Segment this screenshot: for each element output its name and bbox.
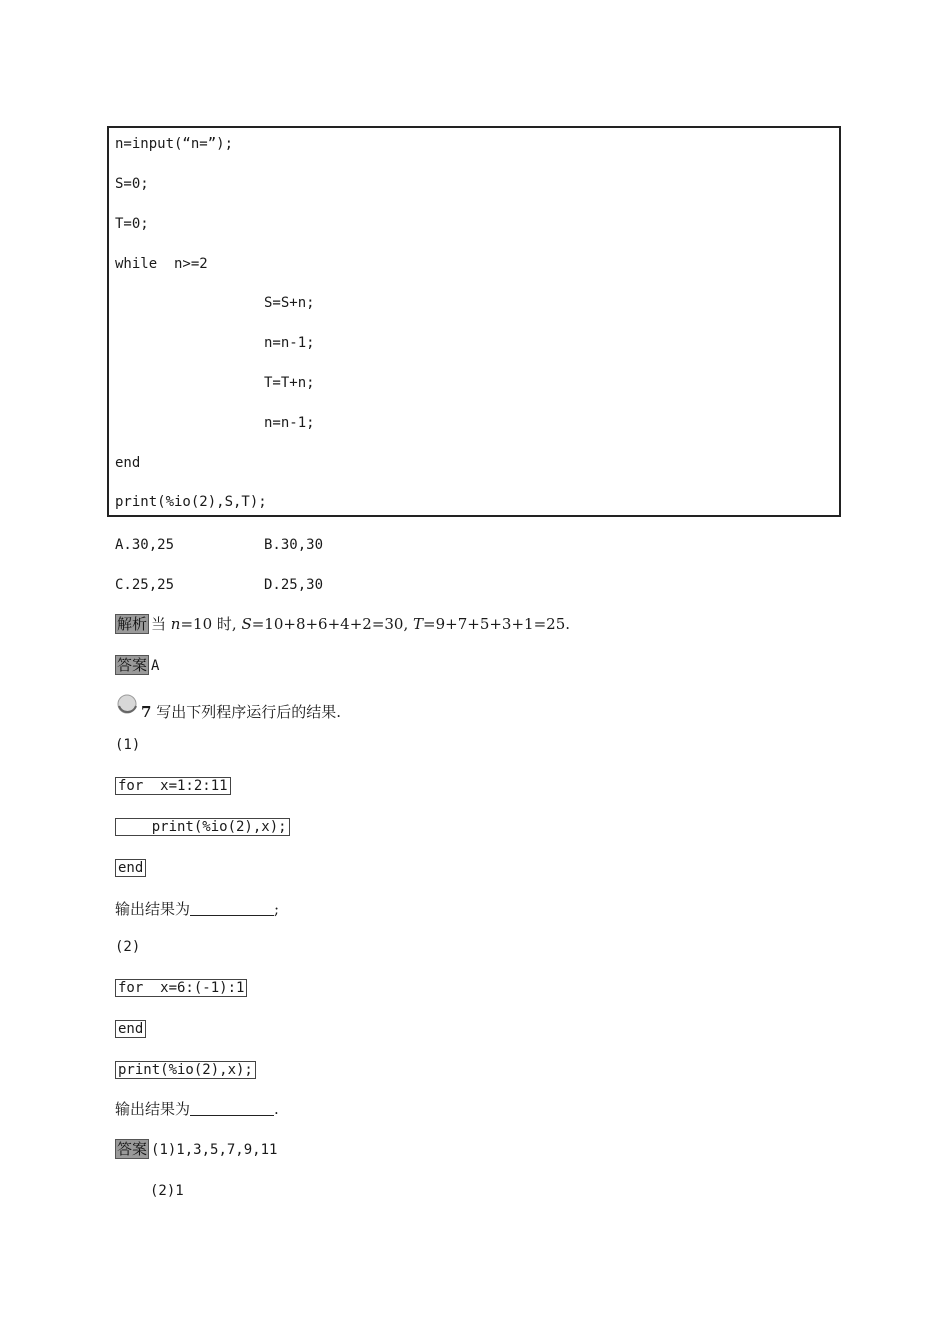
output-end: ; (274, 900, 280, 918)
part-2-output-line (115, 1099, 279, 1119)
part-2-code-line (115, 978, 247, 998)
answer-value: A (151, 658, 160, 674)
answer-tag: 答案 (117, 1140, 148, 1158)
question-marker-icon (116, 694, 138, 714)
part-1-label: (1) (115, 737, 141, 753)
code-segment: end (115, 859, 146, 877)
analysis-text: =9+7+5+3+1=25. (423, 615, 571, 633)
output-end: . (274, 1100, 279, 1118)
option-a: A.30,25 (115, 537, 175, 553)
analysis-text: =10+8+6+4+2=30, (251, 615, 414, 633)
analysis-var-n: n (170, 615, 181, 633)
part-1-code-line (115, 776, 231, 796)
answer-blank (190, 899, 274, 916)
code-line: n=n-1; (264, 335, 315, 351)
code-line: S=S+n; (264, 295, 315, 311)
option-d: D.25,30 (264, 577, 324, 593)
answer-value: (1)1,3,5,7,9,11 (151, 1142, 278, 1158)
answer-blank (190, 1099, 274, 1116)
code-segment: print(%io(2),x); (115, 818, 290, 836)
answer-line (115, 1139, 277, 1160)
part-1-code-line (115, 817, 290, 837)
code-line: n=input(“n=”); (115, 136, 234, 152)
part-1-output-line (115, 899, 279, 919)
code-line: S=0; (115, 176, 149, 192)
code-line: T=T+n; (264, 375, 315, 391)
code-segment: end (115, 1020, 146, 1038)
analysis-var-s: S (241, 615, 252, 633)
part-2-code-line (115, 1060, 256, 1080)
code-segment: print(%io(2),x); (115, 1061, 256, 1079)
answer-tag: 答案 (117, 656, 148, 674)
answer-value: (2)1 (150, 1183, 184, 1199)
option-c: C.25,25 (115, 577, 175, 593)
output-label: 输出结果为 (115, 1100, 191, 1118)
output-label: 输出结果为 (115, 900, 191, 918)
code-line: while n>=2 (115, 256, 208, 272)
code-line: end (115, 455, 141, 471)
analysis-var-t: T (413, 615, 424, 633)
analysis-text: 当 (151, 615, 171, 633)
code-line: print(%io(2),S,T); (115, 494, 267, 510)
code-line: T=0; (115, 216, 149, 232)
analysis-line (115, 614, 570, 634)
answer-line (115, 655, 159, 676)
code-segment: for x=1:2:11 (115, 777, 231, 795)
option-b: B.30,30 (264, 537, 324, 553)
part-1-code-line (115, 858, 146, 878)
question-prompt: 写出下列程序运行后的结果. (156, 703, 341, 721)
question-7-line (141, 702, 341, 722)
code-segment: for x=6:(-1):1 (115, 979, 247, 997)
analysis-tag: 解析 (117, 615, 148, 633)
question-number: 7 (141, 703, 152, 721)
code-line: n=n-1; (264, 415, 315, 431)
analysis-text: =10 时, (180, 615, 242, 633)
part-2-label: (2) (115, 939, 141, 955)
code-box (107, 126, 841, 517)
part-2-code-line (115, 1019, 146, 1039)
